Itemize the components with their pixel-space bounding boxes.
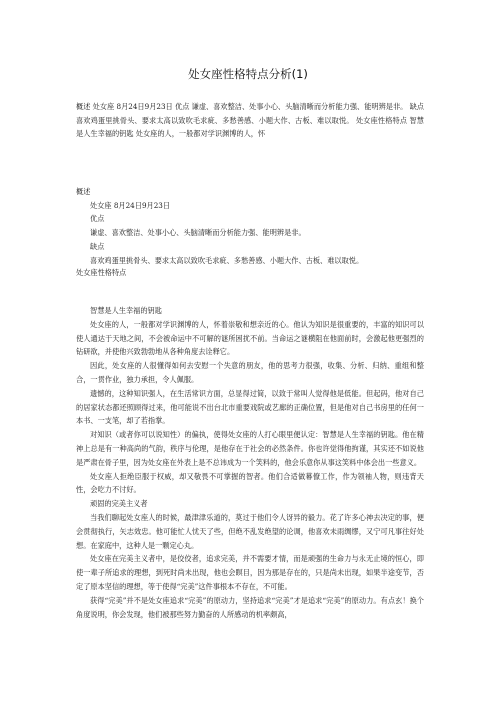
outline-item-strengths-heading: 优点	[90, 214, 105, 224]
paragraph: 处女座在完美主义者中，是佼佼者，追求完美，并不需要才情，而是顽强的生命力与永无止境的恒心，即使一辈子所追求的理想，到死时尚未出现，他也会瞑目，因为那是存在的，只是尚未出现，如果半途变节，否定了原本坚信的理想，等于使得“完美”这件事根本不存在，不可能。	[76, 554, 424, 591]
paragraph: 处女座的人，一般都对学识渊博的人，怀着崇敬和想亲近的心。他认为知识是很重要的，丰富的知识可以使人通达于天地之间，不会被命运中不可解的谜所困扰不前。当命运之谜横阻在他面前时，会激起他更强烈的钻研欲，并使他兴致勃勃地从各种角度去诠释它。	[76, 319, 424, 357]
outline-item-strengths: 谦虚、喜欢整洁、处事小心、头脑清晰而分析能力强、能明辨是非。	[90, 228, 306, 238]
document-title: 处女座性格特点分析(1)	[188, 67, 308, 81]
outline-item-overview: 概述	[76, 187, 91, 196]
outline-item-weaknesses: 喜欢鸡蛋里挑骨头、要求太高以致吹毛求疵、多愁善感、小题大作、古板、难以取悦。	[90, 255, 364, 265]
paragraph: 对知识（或者你可以说知性）的偏执，使得处女座的人打心眼里便认定：智慧是人生幸福的钥匙。他在精神上总是有一种高尚的气韵，秩序与伦理，是他存在于社会的必然条件。你也许觉得他拘谨，其实还不如说他是严肃在骨子里，因为处女座在外表上是不总讳成为一个笑料的，他会乐意你从事这笑料中体会出一些意义。	[76, 430, 424, 467]
article-body	[76, 304, 424, 621]
paragraph: 遗憾的，这种知识强人，在生活常识方面，总显得过简，以致于常叫人觉得他是低能。但起码，他对自己的居家状态都还照顾得过来，他可能说不出台北市重要戏院或艺廊的正确位置，但是他对自己书房里的任何一本书、一支笔，却了若指掌。	[76, 388, 424, 426]
outline-item-weaknesses-heading: 缺点	[90, 241, 105, 251]
subheading: 智慧是人生幸福的钥匙	[90, 306, 162, 315]
paragraph: 获得“完美”并不是处女座追求“完美”的原动力，坚持追求“完美”才是追求“完美”的原动力。有点玄！换个角度说明，你会发现，他们被那些努力勤奋的人所感动的机率颇高，	[76, 595, 424, 619]
section-heading: 处女座性格特点	[76, 268, 127, 277]
paragraph: 处女座人拒绝臣服于权威，却又敬畏不可掌握的智者。他们合适做幕僚工作，作为领袖人物，则违背天性，会吃力不讨好。	[76, 471, 424, 495]
subheading: 顽固的完美主义者	[90, 499, 148, 509]
paragraph: 因此，处女座的人很懂得如何去安慰一个失意的朋友，他的思考力很强，收集、分析、归纳、重组和整合，一贯作业，独力承担，令人佩服。	[76, 361, 424, 384]
outline-block	[76, 185, 424, 267]
abstract-paragraph: 概述 处女座 8月24日9月23日 优点 谦虚、喜欢整洁、处事小心、头脑清晰而分析能力强、能明辨是非。 缺点 喜欢鸡蛋里挑骨头、要求太高以致吹毛求疵、多愁善感、小题大作、古板、难以取悦。 处女座性格特点 智慧是人生幸福的钥匙 处女座的人，一般都对学识渊博的人，怀	[76, 102, 424, 139]
paragraph: 当我们聊起处女座人的时候，最津津乐道的，莫过于他们令人讶异的毅力。花了许多心神去决定的事，便会贯彻执行，矢志效忠。他可能忙人忧天了些，但绝不乱发绝望的论调，他喜欢未雨绸缪，又宁可凡事往好处想。在家庭中，这种人是一颗定心丸。	[76, 512, 424, 550]
outline-item-dates: 处女座 8月24日9月23日	[90, 200, 171, 210]
